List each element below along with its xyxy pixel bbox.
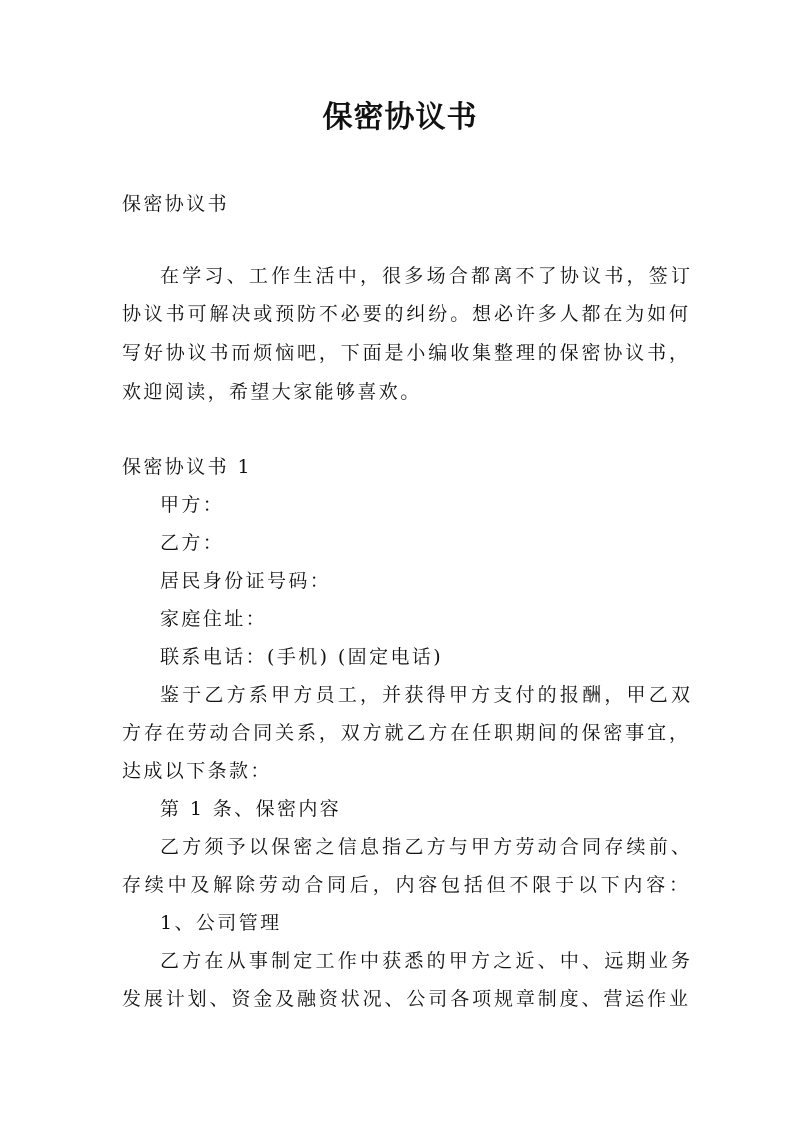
paragraph-line: 欢迎阅读，希望大家能够喜欢。 — [122, 381, 422, 403]
paragraph-line: 乙方在从事制定工作中获悉的甲方之近、中、远期业务 — [160, 950, 690, 972]
paragraph-line: 协议书可解决或预防不必要的纠纷。想必许多人都在为如何 — [122, 303, 688, 325]
paragraph-line: 在学习、工作生活中，很多场合都离不了协议书，签订 — [160, 265, 690, 287]
party-a-label: 甲方： — [160, 494, 225, 516]
document-title: 保密协议书 — [322, 100, 478, 135]
id-number-label: 居民身份证号码： — [160, 570, 332, 592]
paragraph-line: 乙方须予以保密之信息指乙方与甲方劳动合同存续前、 — [160, 836, 690, 858]
article-heading: 第 1 条、保密内容 — [160, 798, 342, 820]
paragraph-line: 发展计划、资金及融资状况、公司各项规章制度、营运作业 — [122, 988, 688, 1010]
paragraph-line: 鉴于乙方系甲方员工，并获得甲方支付的报酬，甲乙双 — [160, 684, 690, 706]
section-heading: 保密协议书 — [122, 193, 230, 215]
agreement-heading: 保密协议书 1 — [122, 456, 252, 478]
phone-label: 联系电话：(手机) (固定电话) — [160, 646, 444, 668]
party-b-label: 乙方： — [160, 532, 225, 554]
paragraph-line: 达成以下条款： — [122, 760, 272, 782]
subsection-heading: 1、公司管理 — [160, 912, 282, 934]
paragraph-line: 存续中及解除劳动合同后，内容包括但不限于以下内容： — [122, 874, 688, 896]
paragraph-line: 写好协议书而烦恼吧，下面是小编收集整理的保密协议书， — [122, 342, 688, 364]
paragraph-line: 方存在劳动合同关系，双方就乙方在任职期间的保密事宜， — [122, 722, 688, 744]
home-address-label: 家庭住址： — [160, 608, 268, 630]
